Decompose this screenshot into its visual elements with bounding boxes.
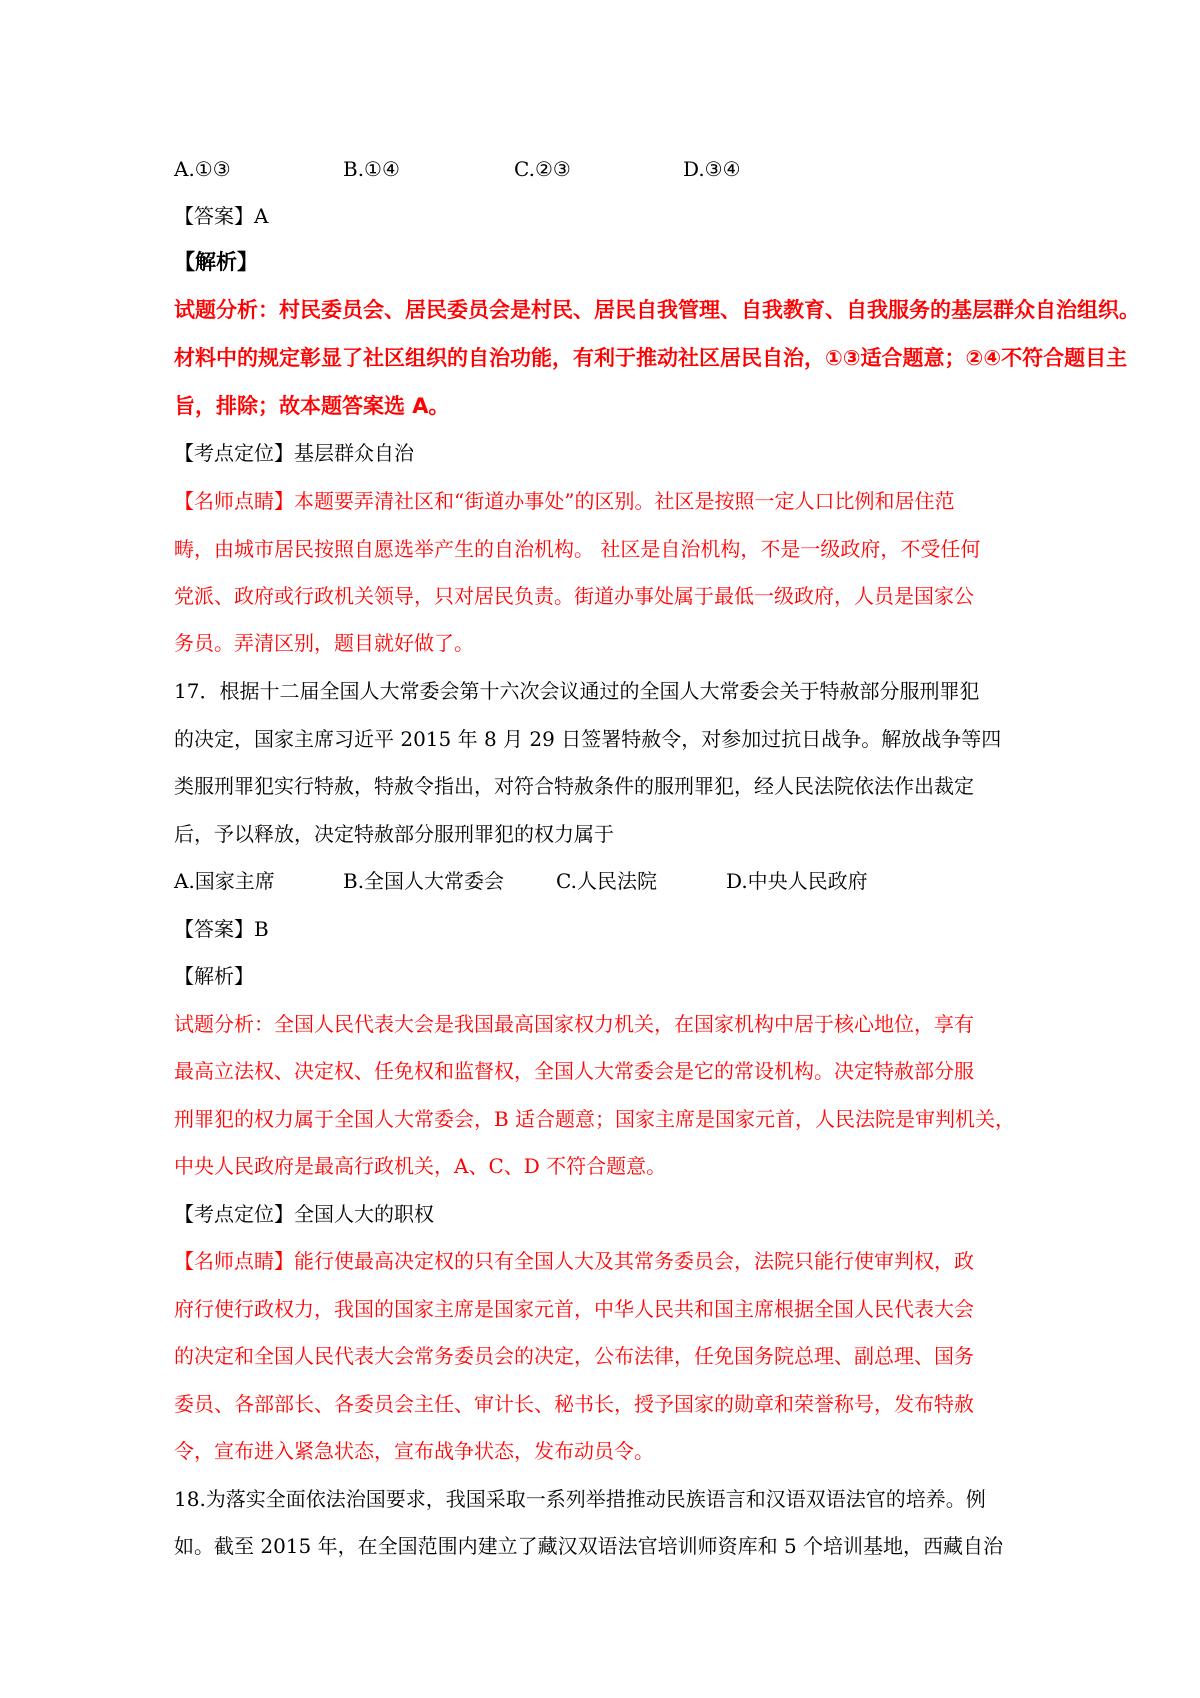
analysis-text: 材料中的规定彰显了社区组织的自治功能，有利于推动社区居民自治，①③适合题意；②④不符合题目主 xyxy=(174,346,1128,370)
mingshi-text: 委员、各部部长、各委员会主任、审计长、秘书长，授予国家的勋章和荣誉称号，发布特赦 xyxy=(174,1392,974,1416)
option-a: A.①③ xyxy=(174,157,231,181)
mingshi-text: 【名师点睛】能行使最高决定权的只有全国人大及其常务委员会，法院只能行使审判权，政 xyxy=(174,1249,974,1273)
analysis-text: 最高立法权、决定权、任免权和监督权，全国人大常委会是它的常设机构。决定特赦部分服 xyxy=(174,1059,974,1083)
question-text: 17．根据十二届全国人大常委会第十六次会议通过的全国人大常委会关于特赦部分服刑罪犯 xyxy=(174,679,980,703)
question-text: 如。截至 2015 年，在全国范围内建立了藏汉双语法官培训师资库和 5 个培训基地，西藏自治 xyxy=(174,1534,1004,1558)
analysis-label: 【解析】 xyxy=(174,250,258,274)
question-text: 后，予以释放，决定特赦部分服刑罪犯的权力属于 xyxy=(174,822,614,846)
option-b: B.全国人大常委会 xyxy=(343,869,505,893)
analysis-text: 刑罪犯的权力属于全国人大常委会，B 适合题意；国家主席是国家元首，人民法院是审判机关， xyxy=(174,1107,1016,1131)
question-text: 18.为落实全面依法治国要求，我国采取一系列举措推动民族语言和汉语双语法官的培养。例 xyxy=(174,1487,986,1511)
mingshi-text: 令，宣布进入紧急状态，宣布战争状态，发布动员令。 xyxy=(174,1439,654,1463)
analysis-text: 试题分析：全国人民代表大会是我国最高国家权力机关，在国家机构中居于核心地位，享有 xyxy=(174,1012,974,1036)
option-c: C.②③ xyxy=(514,157,571,181)
question-text: 的决定，国家主席习近平 2015 年 8 月 29 日签署特赦令，对参加过抗日战争。解放战争等四 xyxy=(174,727,1002,751)
mingshi-text: 务员。弄清区别，题目就好做了。 xyxy=(174,631,474,655)
mingshi-text: 府行使行政权力，我国的国家主席是国家元首，中华人民共和国主席根据全国人民代表大会 xyxy=(174,1297,974,1321)
analysis-label: 【解析】 xyxy=(174,964,254,988)
analysis-text: 试题分析：村民委员会、居民委员会是村民、居民自我管理、自我教育、自我服务的基层群众自治组织。 xyxy=(174,298,1140,322)
kaodian-line: 【考点定位】基层群众自治 xyxy=(174,441,414,465)
mingshi-text: 的决定和全国人民代表大会常务委员会的决定，公布法律，任免国务院总理、副总理、国务 xyxy=(174,1344,974,1368)
option-b: B.①④ xyxy=(343,157,400,181)
answer-line: 【答案】B xyxy=(174,917,269,941)
mingshi-text: 畴，由城市居民按照自愿选举产生的自治机构。 社区是自治机构，不是一级政府，不受任何 xyxy=(174,537,981,561)
kaodian-line: 【考点定位】全国人大的职权 xyxy=(174,1202,434,1226)
question-text: 类服刑罪犯实行特赦，特赦令指出，对符合特赦条件的服刑罪犯，经人民法院依法作出裁定 xyxy=(174,774,974,798)
option-d: D.③④ xyxy=(683,157,741,181)
mingshi-text: 党派、政府或行政机关领导，只对居民负责。街道办事处属于最低一级政府，人员是国家公 xyxy=(174,584,974,608)
answer-line: 【答案】A xyxy=(174,204,269,228)
analysis-text: 旨，排除；故本题答案选 A。 xyxy=(174,394,450,418)
mingshi-text: 【名师点睛】本题要弄清社区和“街道办事处”的区别。社区是按照一定人口比例和居住范 xyxy=(174,489,955,513)
option-a: A.国家主席 xyxy=(174,869,275,893)
analysis-text: 中央人民政府是最高行政机关，A、C、D 不符合题意。 xyxy=(174,1154,667,1178)
option-d: D.中央人民政府 xyxy=(726,869,868,893)
option-c: C.人民法院 xyxy=(556,869,657,893)
